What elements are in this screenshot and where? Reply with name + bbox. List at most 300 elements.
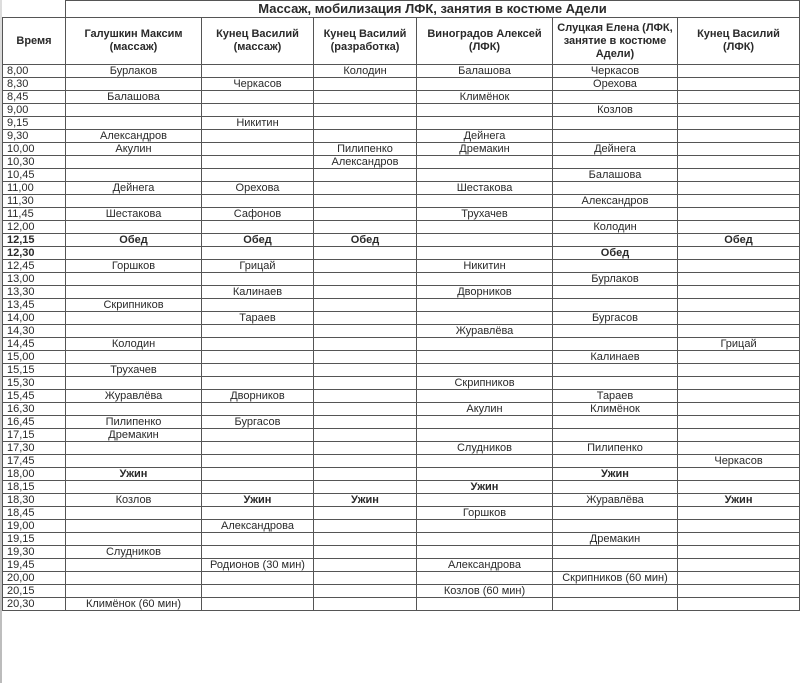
time-cell: 15,00 [3, 351, 66, 364]
schedule-cell [202, 546, 314, 559]
table-row [3, 468, 800, 481]
schedule-cell [678, 130, 800, 143]
time-cell: 14,00 [3, 312, 66, 325]
schedule-cell [678, 351, 800, 364]
schedule-cell: Дремакин [66, 429, 202, 442]
table-row [3, 429, 800, 442]
schedule-cell [553, 156, 678, 169]
schedule-cell [202, 299, 314, 312]
schedule-cell [202, 325, 314, 338]
schedule-cell [314, 286, 417, 299]
schedule-cell: Никитин [417, 260, 553, 273]
schedule-cell: Дворников [417, 286, 553, 299]
schedule-cell [314, 507, 417, 520]
schedule-cell: Орехова [202, 182, 314, 195]
schedule-cell [202, 364, 314, 377]
table-row [3, 130, 800, 143]
schedule-cell [314, 403, 417, 416]
column-header: Слуцкая Елена (ЛФК, занятие в костюме Адели) [553, 18, 678, 65]
time-cell: 8,45 [3, 91, 66, 104]
schedule-cell [553, 429, 678, 442]
table-row [3, 286, 800, 299]
schedule-cell: Дремакин [553, 533, 678, 546]
schedule-cell: Александрова [417, 559, 553, 572]
schedule-cell: Ужин [314, 494, 417, 507]
table-row [3, 585, 800, 598]
schedule-cell [314, 481, 417, 494]
schedule-cell [417, 546, 553, 559]
schedule-cell [417, 390, 553, 403]
schedule-cell [66, 351, 202, 364]
time-cell: 13,45 [3, 299, 66, 312]
schedule-cell [314, 559, 417, 572]
schedule-cell [202, 403, 314, 416]
time-cell: 18,30 [3, 494, 66, 507]
schedule-cell: Калинаев [202, 286, 314, 299]
column-header: Кунец Василий (массаж) [202, 18, 314, 65]
schedule-cell [66, 312, 202, 325]
schedule-cell [314, 91, 417, 104]
time-cell: 18,45 [3, 507, 66, 520]
schedule-cell [314, 299, 417, 312]
schedule-cell [202, 130, 314, 143]
schedule-cell [202, 455, 314, 468]
schedule-cell [66, 195, 202, 208]
schedule-cell [314, 546, 417, 559]
schedule-cell [314, 520, 417, 533]
table-row [3, 234, 800, 247]
schedule-cell [678, 195, 800, 208]
schedule-cell: Александров [553, 195, 678, 208]
table-row [3, 546, 800, 559]
table-row [3, 325, 800, 338]
schedule-cell: Козлов (60 мин) [417, 585, 553, 598]
schedule-cell [417, 429, 553, 442]
time-cell: 12,45 [3, 260, 66, 273]
schedule-cell [417, 221, 553, 234]
time-cell: 14,45 [3, 338, 66, 351]
table-row [3, 520, 800, 533]
schedule-cell [553, 299, 678, 312]
schedule-cell [202, 442, 314, 455]
schedule-cell [553, 182, 678, 195]
schedule-cell [202, 351, 314, 364]
schedule-cell: Александрова [202, 520, 314, 533]
schedule-cell [678, 572, 800, 585]
schedule-cell [314, 442, 417, 455]
schedule-cell [417, 351, 553, 364]
schedule-cell [202, 533, 314, 546]
schedule-cell [417, 78, 553, 91]
time-cell: 15,30 [3, 377, 66, 390]
schedule-cell [417, 494, 553, 507]
schedule-cell [314, 351, 417, 364]
schedule-cell [417, 520, 553, 533]
schedule-cell: Горшков [417, 507, 553, 520]
schedule-cell [202, 247, 314, 260]
schedule-cell: Грицай [202, 260, 314, 273]
schedule-cell [202, 273, 314, 286]
schedule-cell [678, 169, 800, 182]
time-cell: 19,00 [3, 520, 66, 533]
schedule-body [3, 65, 800, 611]
time-cell: 20,15 [3, 585, 66, 598]
schedule-cell [202, 195, 314, 208]
schedule-cell [678, 546, 800, 559]
table-row [3, 533, 800, 546]
table-row [3, 273, 800, 286]
schedule-cell [678, 143, 800, 156]
schedule-cell: Слудников [417, 442, 553, 455]
schedule-cell: Тараев [202, 312, 314, 325]
schedule-cell [678, 468, 800, 481]
table-row [3, 559, 800, 572]
schedule-cell [553, 91, 678, 104]
table-row [3, 91, 800, 104]
schedule-cell: Черкасов [553, 65, 678, 78]
schedule-cell: Козлов [553, 104, 678, 117]
schedule-cell [314, 455, 417, 468]
schedule-cell: Колодин [66, 338, 202, 351]
schedule-cell [553, 338, 678, 351]
time-cell: 16,30 [3, 403, 66, 416]
schedule-cell [314, 533, 417, 546]
schedule-cell: Пилипенко [66, 416, 202, 429]
table-row [3, 481, 800, 494]
table-row [3, 390, 800, 403]
time-cell: 20,30 [3, 598, 66, 611]
time-cell: 13,00 [3, 273, 66, 286]
schedule-cell: Калинаев [553, 351, 678, 364]
schedule-cell [553, 481, 678, 494]
schedule-cell: Балашова [417, 65, 553, 78]
schedule-cell [202, 65, 314, 78]
schedule-cell [202, 598, 314, 611]
schedule-cell [678, 364, 800, 377]
schedule-cell: Ужин [202, 494, 314, 507]
schedule-cell [553, 546, 678, 559]
schedule-cell: Колодин [553, 221, 678, 234]
schedule-cell [202, 585, 314, 598]
time-cell: 8,30 [3, 78, 66, 91]
schedule-cell [678, 182, 800, 195]
schedule-cell [553, 260, 678, 273]
schedule-cell: Ужин [66, 468, 202, 481]
schedule-cell [66, 507, 202, 520]
schedule-cell [202, 221, 314, 234]
table-row [3, 572, 800, 585]
schedule-cell [314, 260, 417, 273]
time-cell: 12,30 [3, 247, 66, 260]
schedule-table [2, 0, 800, 611]
time-cell: 15,45 [3, 390, 66, 403]
schedule-cell [66, 572, 202, 585]
schedule-cell: Обед [202, 234, 314, 247]
schedule-cell [678, 221, 800, 234]
schedule-cell [678, 260, 800, 273]
schedule-cell [553, 234, 678, 247]
title-row [3, 1, 800, 18]
schedule-cell [678, 208, 800, 221]
time-cell: 9,15 [3, 117, 66, 130]
schedule-cell [553, 585, 678, 598]
schedule-cell [202, 338, 314, 351]
table-row [3, 247, 800, 260]
schedule-cell [417, 572, 553, 585]
schedule-cell: Сафонов [202, 208, 314, 221]
schedule-cell: Дворников [202, 390, 314, 403]
schedule-cell [678, 533, 800, 546]
time-cell: 17,45 [3, 455, 66, 468]
schedule-cell [678, 91, 800, 104]
table-row [3, 299, 800, 312]
schedule-cell: Дейнега [417, 130, 553, 143]
table-row [3, 221, 800, 234]
schedule-cell [314, 104, 417, 117]
table-title: Массаж, мобилизация ЛФК, занятия в костюме Адели [66, 1, 800, 18]
schedule-cell [202, 104, 314, 117]
schedule-cell [66, 273, 202, 286]
schedule-cell: Слудников [66, 546, 202, 559]
schedule-cell [417, 416, 553, 429]
schedule-cell [314, 221, 417, 234]
schedule-cell: Акулин [417, 403, 553, 416]
schedule-cell [417, 598, 553, 611]
schedule-cell: Обед [66, 234, 202, 247]
schedule-cell [417, 247, 553, 260]
schedule-cell [678, 104, 800, 117]
schedule-cell: Черкасов [678, 455, 800, 468]
schedule-cell: Александров [314, 156, 417, 169]
schedule-cell [314, 338, 417, 351]
schedule-cell: Трухачев [417, 208, 553, 221]
schedule-cell: Никитин [202, 117, 314, 130]
schedule-cell [66, 104, 202, 117]
schedule-cell [66, 585, 202, 598]
schedule-cell [678, 78, 800, 91]
schedule-cell: Обед [678, 234, 800, 247]
schedule-cell [66, 559, 202, 572]
table-row [3, 351, 800, 364]
schedule-cell [202, 91, 314, 104]
time-cell: 12,00 [3, 221, 66, 234]
table-row [3, 312, 800, 325]
title-spacer [3, 1, 66, 18]
schedule-cell [202, 429, 314, 442]
table-row [3, 104, 800, 117]
time-column-header: Время [3, 18, 66, 65]
schedule-cell [66, 403, 202, 416]
schedule-cell: Дейнега [66, 182, 202, 195]
schedule-cell: Ужин [553, 468, 678, 481]
time-cell: 9,30 [3, 130, 66, 143]
schedule-cell [314, 195, 417, 208]
schedule-cell [678, 559, 800, 572]
schedule-cell [678, 299, 800, 312]
time-cell: 16,45 [3, 416, 66, 429]
schedule-cell: Акулин [66, 143, 202, 156]
schedule-cell: Балашова [553, 169, 678, 182]
schedule-cell [417, 455, 553, 468]
schedule-cell: Александров [66, 130, 202, 143]
schedule-cell [314, 117, 417, 130]
schedule-cell [66, 286, 202, 299]
column-header: Кунец Василий (ЛФК) [678, 18, 800, 65]
schedule-cell [66, 442, 202, 455]
schedule-cell [66, 377, 202, 390]
schedule-cell [553, 455, 678, 468]
schedule-cell [314, 325, 417, 338]
schedule-cell: Бурлаков [553, 273, 678, 286]
schedule-cell [314, 585, 417, 598]
schedule-cell: Грицай [678, 338, 800, 351]
schedule-cell: Бургасов [202, 416, 314, 429]
time-cell: 17,15 [3, 429, 66, 442]
schedule-cell [553, 416, 678, 429]
schedule-cell: Журавлёва [66, 390, 202, 403]
time-cell: 15,15 [3, 364, 66, 377]
schedule-cell [314, 208, 417, 221]
schedule-cell [202, 507, 314, 520]
schedule-cell [678, 65, 800, 78]
schedule-cell: Черкасов [202, 78, 314, 91]
table-row [3, 65, 800, 78]
schedule-cell [678, 312, 800, 325]
time-cell: 20,00 [3, 572, 66, 585]
schedule-cell: Скрипников [417, 377, 553, 390]
schedule-cell: Скрипников (60 мин) [553, 572, 678, 585]
schedule-cell: Пилипенко [553, 442, 678, 455]
schedule-cell [678, 117, 800, 130]
schedule-cell [417, 156, 553, 169]
schedule-cell [314, 468, 417, 481]
schedule-cell: Журавлёва [553, 494, 678, 507]
schedule-cell [553, 325, 678, 338]
time-cell: 14,30 [3, 325, 66, 338]
schedule-cell [417, 338, 553, 351]
table-row [3, 338, 800, 351]
schedule-cell [202, 481, 314, 494]
schedule-cell [314, 169, 417, 182]
schedule-cell [202, 572, 314, 585]
time-cell: 10,00 [3, 143, 66, 156]
schedule-cell [66, 169, 202, 182]
schedule-cell [417, 234, 553, 247]
schedule-cell [314, 247, 417, 260]
schedule-cell [66, 533, 202, 546]
schedule-cell [678, 390, 800, 403]
schedule-cell [314, 598, 417, 611]
schedule-cell [314, 273, 417, 286]
schedule-cell [314, 312, 417, 325]
schedule-cell [314, 390, 417, 403]
schedule-cell [314, 416, 417, 429]
schedule-cell [66, 455, 202, 468]
time-cell: 13,30 [3, 286, 66, 299]
schedule-cell: Обед [553, 247, 678, 260]
schedule-cell [314, 78, 417, 91]
schedule-cell: Климёнок [553, 403, 678, 416]
schedule-cell: Орехова [553, 78, 678, 91]
schedule-cell: Обед [314, 234, 417, 247]
schedule-cell [553, 208, 678, 221]
schedule-cell: Горшков [66, 260, 202, 273]
schedule-cell: Шестакова [417, 182, 553, 195]
schedule-cell [678, 286, 800, 299]
schedule-cell: Козлов [66, 494, 202, 507]
time-cell: 10,45 [3, 169, 66, 182]
table-row [3, 598, 800, 611]
schedule-cell [553, 559, 678, 572]
schedule-cell [417, 299, 553, 312]
schedule-cell [314, 182, 417, 195]
schedule-cell [314, 429, 417, 442]
schedule-cell [417, 273, 553, 286]
table-row [3, 260, 800, 273]
schedule-cell [678, 247, 800, 260]
schedule-cell [202, 377, 314, 390]
time-cell: 19,15 [3, 533, 66, 546]
table-row [3, 143, 800, 156]
schedule-cell [314, 377, 417, 390]
schedule-cell [66, 117, 202, 130]
column-header: Кунец Василий (разработка) [314, 18, 417, 65]
schedule-cell [678, 598, 800, 611]
schedule-cell: Климёнок [417, 91, 553, 104]
table-row [3, 208, 800, 221]
schedule-cell [417, 169, 553, 182]
time-cell: 11,00 [3, 182, 66, 195]
schedule-cell: Дейнега [553, 143, 678, 156]
schedule-cell [66, 520, 202, 533]
schedule-cell [417, 117, 553, 130]
schedule-cell: Пилипенко [314, 143, 417, 156]
schedule-cell [417, 195, 553, 208]
time-cell: 9,00 [3, 104, 66, 117]
schedule-cell [678, 507, 800, 520]
schedule-cell [417, 104, 553, 117]
schedule-cell: Скрипников [66, 299, 202, 312]
schedule-cell: Бургасов [553, 312, 678, 325]
time-cell: 11,45 [3, 208, 66, 221]
schedule-cell [553, 520, 678, 533]
schedule-cell [553, 286, 678, 299]
table-row [3, 377, 800, 390]
schedule-cell: Ужин [417, 481, 553, 494]
time-cell: 18,00 [3, 468, 66, 481]
schedule-cell: Ужин [678, 494, 800, 507]
schedule-cell [678, 273, 800, 286]
column-header: Галушкин Максим (массаж) [66, 18, 202, 65]
schedule-cell [678, 156, 800, 169]
schedule-cell: Журавлёва [417, 325, 553, 338]
schedule-cell [553, 130, 678, 143]
table-row [3, 442, 800, 455]
table-row [3, 117, 800, 130]
time-cell: 18,15 [3, 481, 66, 494]
schedule-cell [417, 468, 553, 481]
schedule-cell [66, 247, 202, 260]
schedule-cell [66, 481, 202, 494]
table-row [3, 195, 800, 208]
schedule-cell [678, 416, 800, 429]
schedule-cell [66, 221, 202, 234]
time-cell: 19,45 [3, 559, 66, 572]
schedule-cell [553, 598, 678, 611]
time-cell: 12,15 [3, 234, 66, 247]
schedule-cell [202, 143, 314, 156]
time-cell: 10,30 [3, 156, 66, 169]
